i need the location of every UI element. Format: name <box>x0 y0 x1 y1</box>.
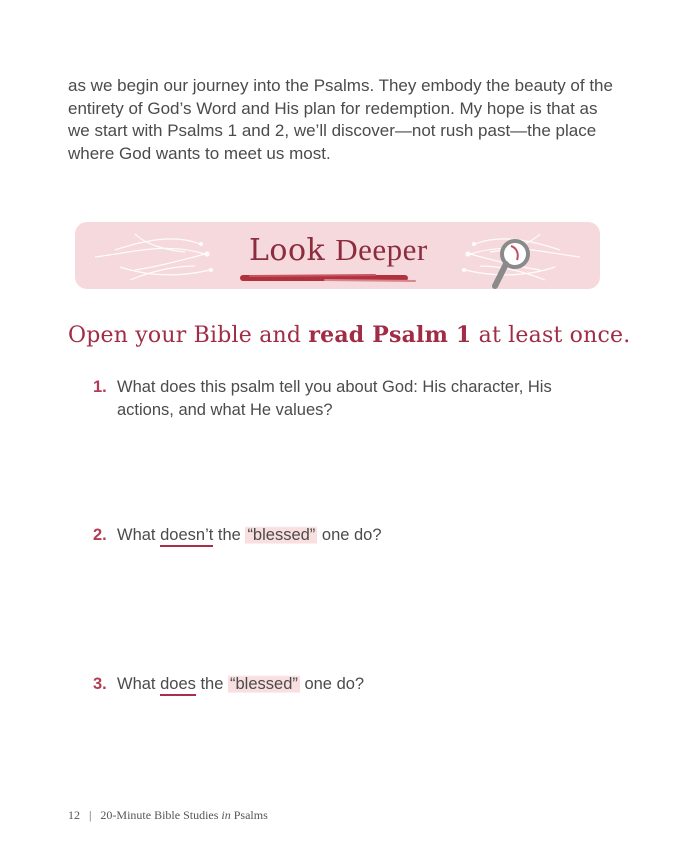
underlined-word: does <box>160 675 196 696</box>
question-2 <box>93 524 613 549</box>
reading-instruction <box>68 322 630 348</box>
question-text-mid: the <box>195 675 228 693</box>
question-number: 2. <box>93 526 107 544</box>
footer-separator: | <box>89 808 92 822</box>
question-text <box>117 673 607 696</box>
banner-title-deeper: Deeper <box>335 232 428 267</box>
book-title-a: 20-Minute Bible Studies <box>100 808 222 822</box>
book-title-b: in <box>221 808 231 822</box>
page-number: 12 <box>68 808 80 822</box>
instruction-part1: Open your Bible and <box>68 323 309 348</box>
question-text <box>117 524 607 547</box>
look-deeper-banner <box>75 222 600 289</box>
highlighted-word: “blessed” <box>247 526 316 544</box>
underlined-word: doesn’t <box>160 526 213 547</box>
book-title-c: Psalms <box>230 808 268 822</box>
question-text-mid: the <box>213 526 246 544</box>
question-number: 3. <box>93 675 107 693</box>
question-1 <box>93 376 613 426</box>
question-text-pre: What <box>117 675 161 693</box>
magnifying-glass-icon <box>489 236 533 306</box>
question-text-post: one do? <box>299 675 365 693</box>
question-number: 1. <box>93 378 107 396</box>
question-text-pre: What <box>117 526 161 544</box>
brush-stroke <box>243 275 415 281</box>
instruction-part3: at least once. <box>471 323 631 348</box>
instruction-part2: read Psalm 1 <box>308 322 472 348</box>
question-3 <box>93 673 613 698</box>
question-text-post: one do? <box>317 526 382 544</box>
question-text: What does this psalm tell you about God: His character, His actions, and what He values? <box>117 378 552 419</box>
intro-paragraph: as we begin our journey into the Psalms. They embody the beauty of the entirety of God’s Word and His plan for redemption. My hope is that as we start with Psalms 1 and 2, we’ll discover—not rush past—the place where God wants to meet us most. <box>68 76 613 163</box>
page-footer <box>68 808 268 823</box>
banner-title-look: Look <box>249 233 336 268</box>
highlighted-word: “blessed” <box>230 675 298 693</box>
banner-title <box>249 232 428 268</box>
